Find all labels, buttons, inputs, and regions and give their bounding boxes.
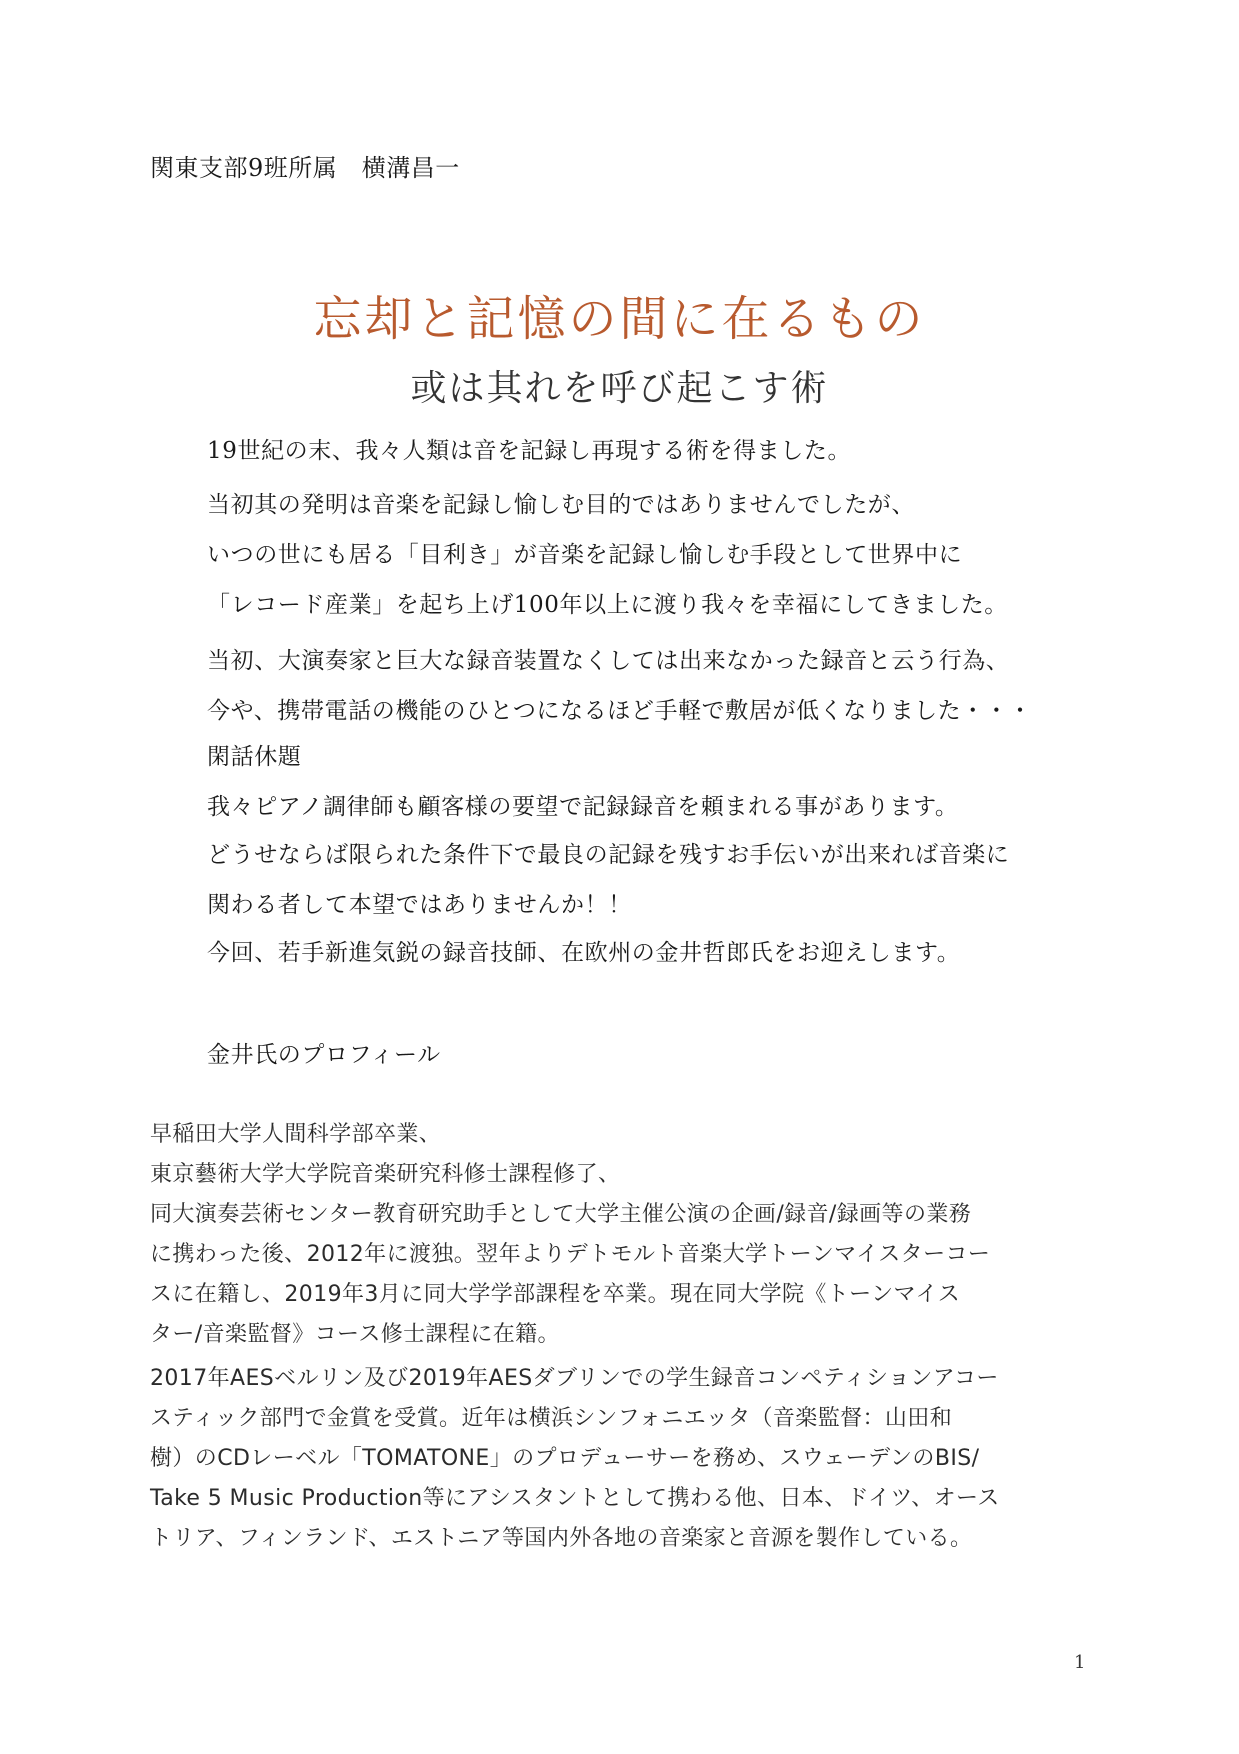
bio-line: 東京藝術大学大学院音楽研究科修士課程修了、 [150,1162,621,1187]
bio-line: トリア、フィンランド、エストニア等国内外各地の音楽家と音源を製作している。 [150,1526,973,1551]
intro-line: 関わる者して本望ではありませんか！！ [207,892,632,918]
bio-line: Take 5 Music Production等にアシスタントとして携わる他、日本、ドイツ、オース [150,1486,1000,1511]
bio-line: 2017年AESベルリン及び2019年AESダブリンでの学生録音コンペティションアコー [150,1366,999,1391]
page-title: 忘却と記憶の間に在るもの [313,291,926,347]
bio-line: スティック部門で金賞を受賞。近年は横浜シンフォニエッタ（音楽監督：山田和 [150,1406,953,1431]
intro-line: 「レコード産業」を起ち上げ100年以上に渡り我々を幸福にしてきました。 [207,592,1008,618]
intro-line: どうせならば限られた条件下で最良の記録を残すお手伝いが出来れば音楽に [207,842,1010,868]
intro-line: 閑話休題 [207,744,302,770]
page-subtitle: 或は其れを呼び起こす術 [410,368,829,409]
intro-line: 今や、携帯電話の機能のひとつになるほど手軽で敷居が低くなりました・・・ [207,698,1033,724]
intro-line: 当初、大演奏家と巨大な録音装置なくしては出来なかった録音と云う行為、 [207,648,1010,674]
bio-line: スに在籍し、2019年3月に同大学学部課程を卒業。現在同大学院《トーンマイス [150,1282,961,1307]
intro-line: 19世紀の末、我々人類は音を記録し再現する術を得ました。 [207,438,852,464]
page-number: 1 [1074,1652,1086,1673]
author-line: 関東支部9班所属 横溝昌一 [150,154,460,182]
intro-line: 我々ピアノ調律師も顧客様の要望で記録録音を頼まれる事があります。 [207,794,959,820]
intro-line: いつの世にも居る「目利き」が音楽を記録し愉しむ手段として世界中に [207,542,963,568]
bio-line: 早稲田大学人間科学部卒業、 [150,1122,442,1147]
bio-line: ター/音楽監督》コース修士課程に在籍。 [150,1322,560,1347]
bio-line: に携わった後、2012年に渡独。翌年よりデトモルト音楽大学トーンマイスターコー [150,1242,991,1267]
intro-line: 今回、若手新進気鋭の録音技師、在欧州の金井哲郎氏をお迎えします。 [207,940,961,966]
bio-line: 樹）のCDレーベル「TOMATONE」のプロデューサーを務め、スウェーデンのBIS/ [150,1446,980,1471]
profile-heading: 金井氏のプロフィール [207,1042,441,1068]
intro-line: 当初其の発明は音楽を記録し愉しむ目的ではありませんでしたが、 [207,492,915,518]
bio-line: 同大演奏芸術センター教育研究助手として大学主催公演の企画/録音/録画等の業務 [150,1202,972,1227]
